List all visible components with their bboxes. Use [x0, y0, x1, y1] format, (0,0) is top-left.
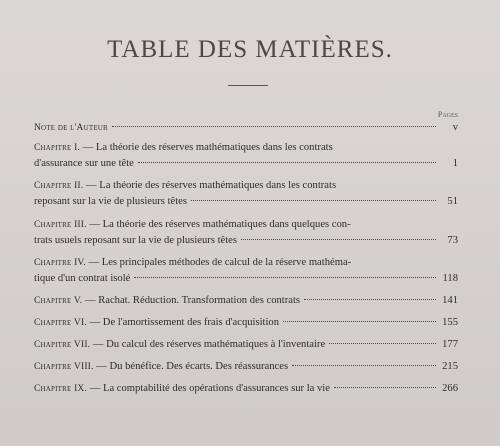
toc-line: [34, 156, 458, 172]
toc-page-number: 155: [442, 317, 458, 328]
toc-line: [34, 359, 458, 375]
toc-entry-chapter-8: [34, 359, 458, 375]
toc-entry-text: — La comptabilité des opérations d'assurances sur la vie: [89, 383, 330, 394]
toc-entry-chapter-9: [34, 381, 458, 397]
toc-entry-chapter-3: [34, 217, 458, 249]
toc-line: [34, 140, 458, 156]
toc-page-number: 266: [442, 383, 458, 394]
toc-entry-chapter-4: [34, 255, 458, 287]
toc-line: [34, 255, 458, 271]
dot-leader: [292, 364, 436, 366]
dot-leader: [334, 386, 436, 388]
toc-entry-text: trats usuels reposant sur la vie de plusieurs têtes: [34, 235, 237, 246]
toc-entry-label: Chapitre I.: [34, 143, 81, 153]
toc-entry-chapter-2: [34, 178, 458, 210]
toc-entry-label: Chapitre VIII.: [34, 362, 94, 372]
dot-leader: [112, 125, 436, 127]
toc-page-number: v: [452, 122, 458, 133]
dot-leader: [134, 276, 436, 278]
toc-entry-chapter-7: [34, 337, 458, 353]
dot-leader: [241, 238, 436, 240]
toc-line: [34, 293, 458, 309]
toc-line: [34, 120, 458, 136]
toc-page-number: 215: [442, 361, 458, 372]
toc-entry-label: Chapitre III.: [34, 220, 87, 230]
dot-leader: [283, 320, 436, 322]
toc-entry-text: — Rachat. Réduction. Transformation des contrats: [84, 295, 301, 306]
dot-leader: [304, 298, 436, 300]
toc-page-number: 73: [447, 235, 458, 246]
toc-entry-label: Chapitre VI.: [34, 318, 87, 328]
toc-line: [34, 178, 458, 194]
page-title: TABLE DES MATIÈRES.: [107, 36, 393, 63]
toc-entry-label: Chapitre V.: [34, 296, 83, 306]
dot-leader: [138, 161, 436, 163]
toc-entry-text: d'assurance sur une tête: [34, 158, 134, 169]
toc-entry-text: — Les principales méthodes de calcul de la réserve mathéma-: [88, 257, 352, 268]
toc-entry-text: — Du bénéfice. Des écarts. Des réassurances: [96, 361, 289, 372]
dot-leader: [191, 199, 436, 201]
toc-entry-chapter-1: [34, 140, 458, 172]
toc-entry-text: — De l'amortissement des frais d'acquisition: [89, 317, 280, 328]
toc-line: [34, 233, 458, 249]
toc-entry-chapter-6: [34, 315, 458, 331]
toc-page-number: 118: [442, 273, 458, 284]
toc-entry-text: — La théorie des réserves mathématiques dans les contrats: [86, 180, 337, 191]
toc-entry-label: Chapitre VII.: [34, 340, 91, 350]
dot-leader: [329, 342, 436, 344]
toc-line: [34, 271, 458, 287]
toc-entry-text: reposant sur la vie de plusieurs têtes: [34, 196, 187, 207]
toc-entry-text: — La théorie des réserves mathématiques dans les contrats: [82, 142, 333, 153]
toc-entry-note: [34, 120, 458, 136]
toc-entry-label: Chapitre IV.: [34, 258, 86, 268]
toc-line: [34, 337, 458, 353]
toc-entry-label: Chapitre II.: [34, 181, 84, 191]
title-rule: [228, 85, 268, 86]
toc-page-number: 1: [452, 158, 458, 169]
toc-line: [34, 217, 458, 233]
toc-page-number: 51: [447, 196, 458, 207]
pages-column-header: Pages: [437, 110, 458, 119]
toc-entry-text: — Du calcul des réserves mathématiques à l'inventaire: [92, 339, 326, 350]
toc-line: [34, 381, 458, 397]
toc-page-number: 177: [442, 339, 458, 350]
toc-line: [34, 194, 458, 210]
toc-line: [34, 315, 458, 331]
toc-entry-label: Note de l'Auteur: [34, 123, 108, 133]
toc-entry-chapter-5: [34, 293, 458, 309]
toc-page-number: 141: [442, 295, 458, 306]
toc-entry-text: tique d'un contrat isolé: [34, 273, 131, 284]
toc-entry-text: — La théorie des réserves mathématiques dans quelques con-: [89, 219, 351, 230]
toc-entry-label: Chapitre IX.: [34, 384, 88, 394]
